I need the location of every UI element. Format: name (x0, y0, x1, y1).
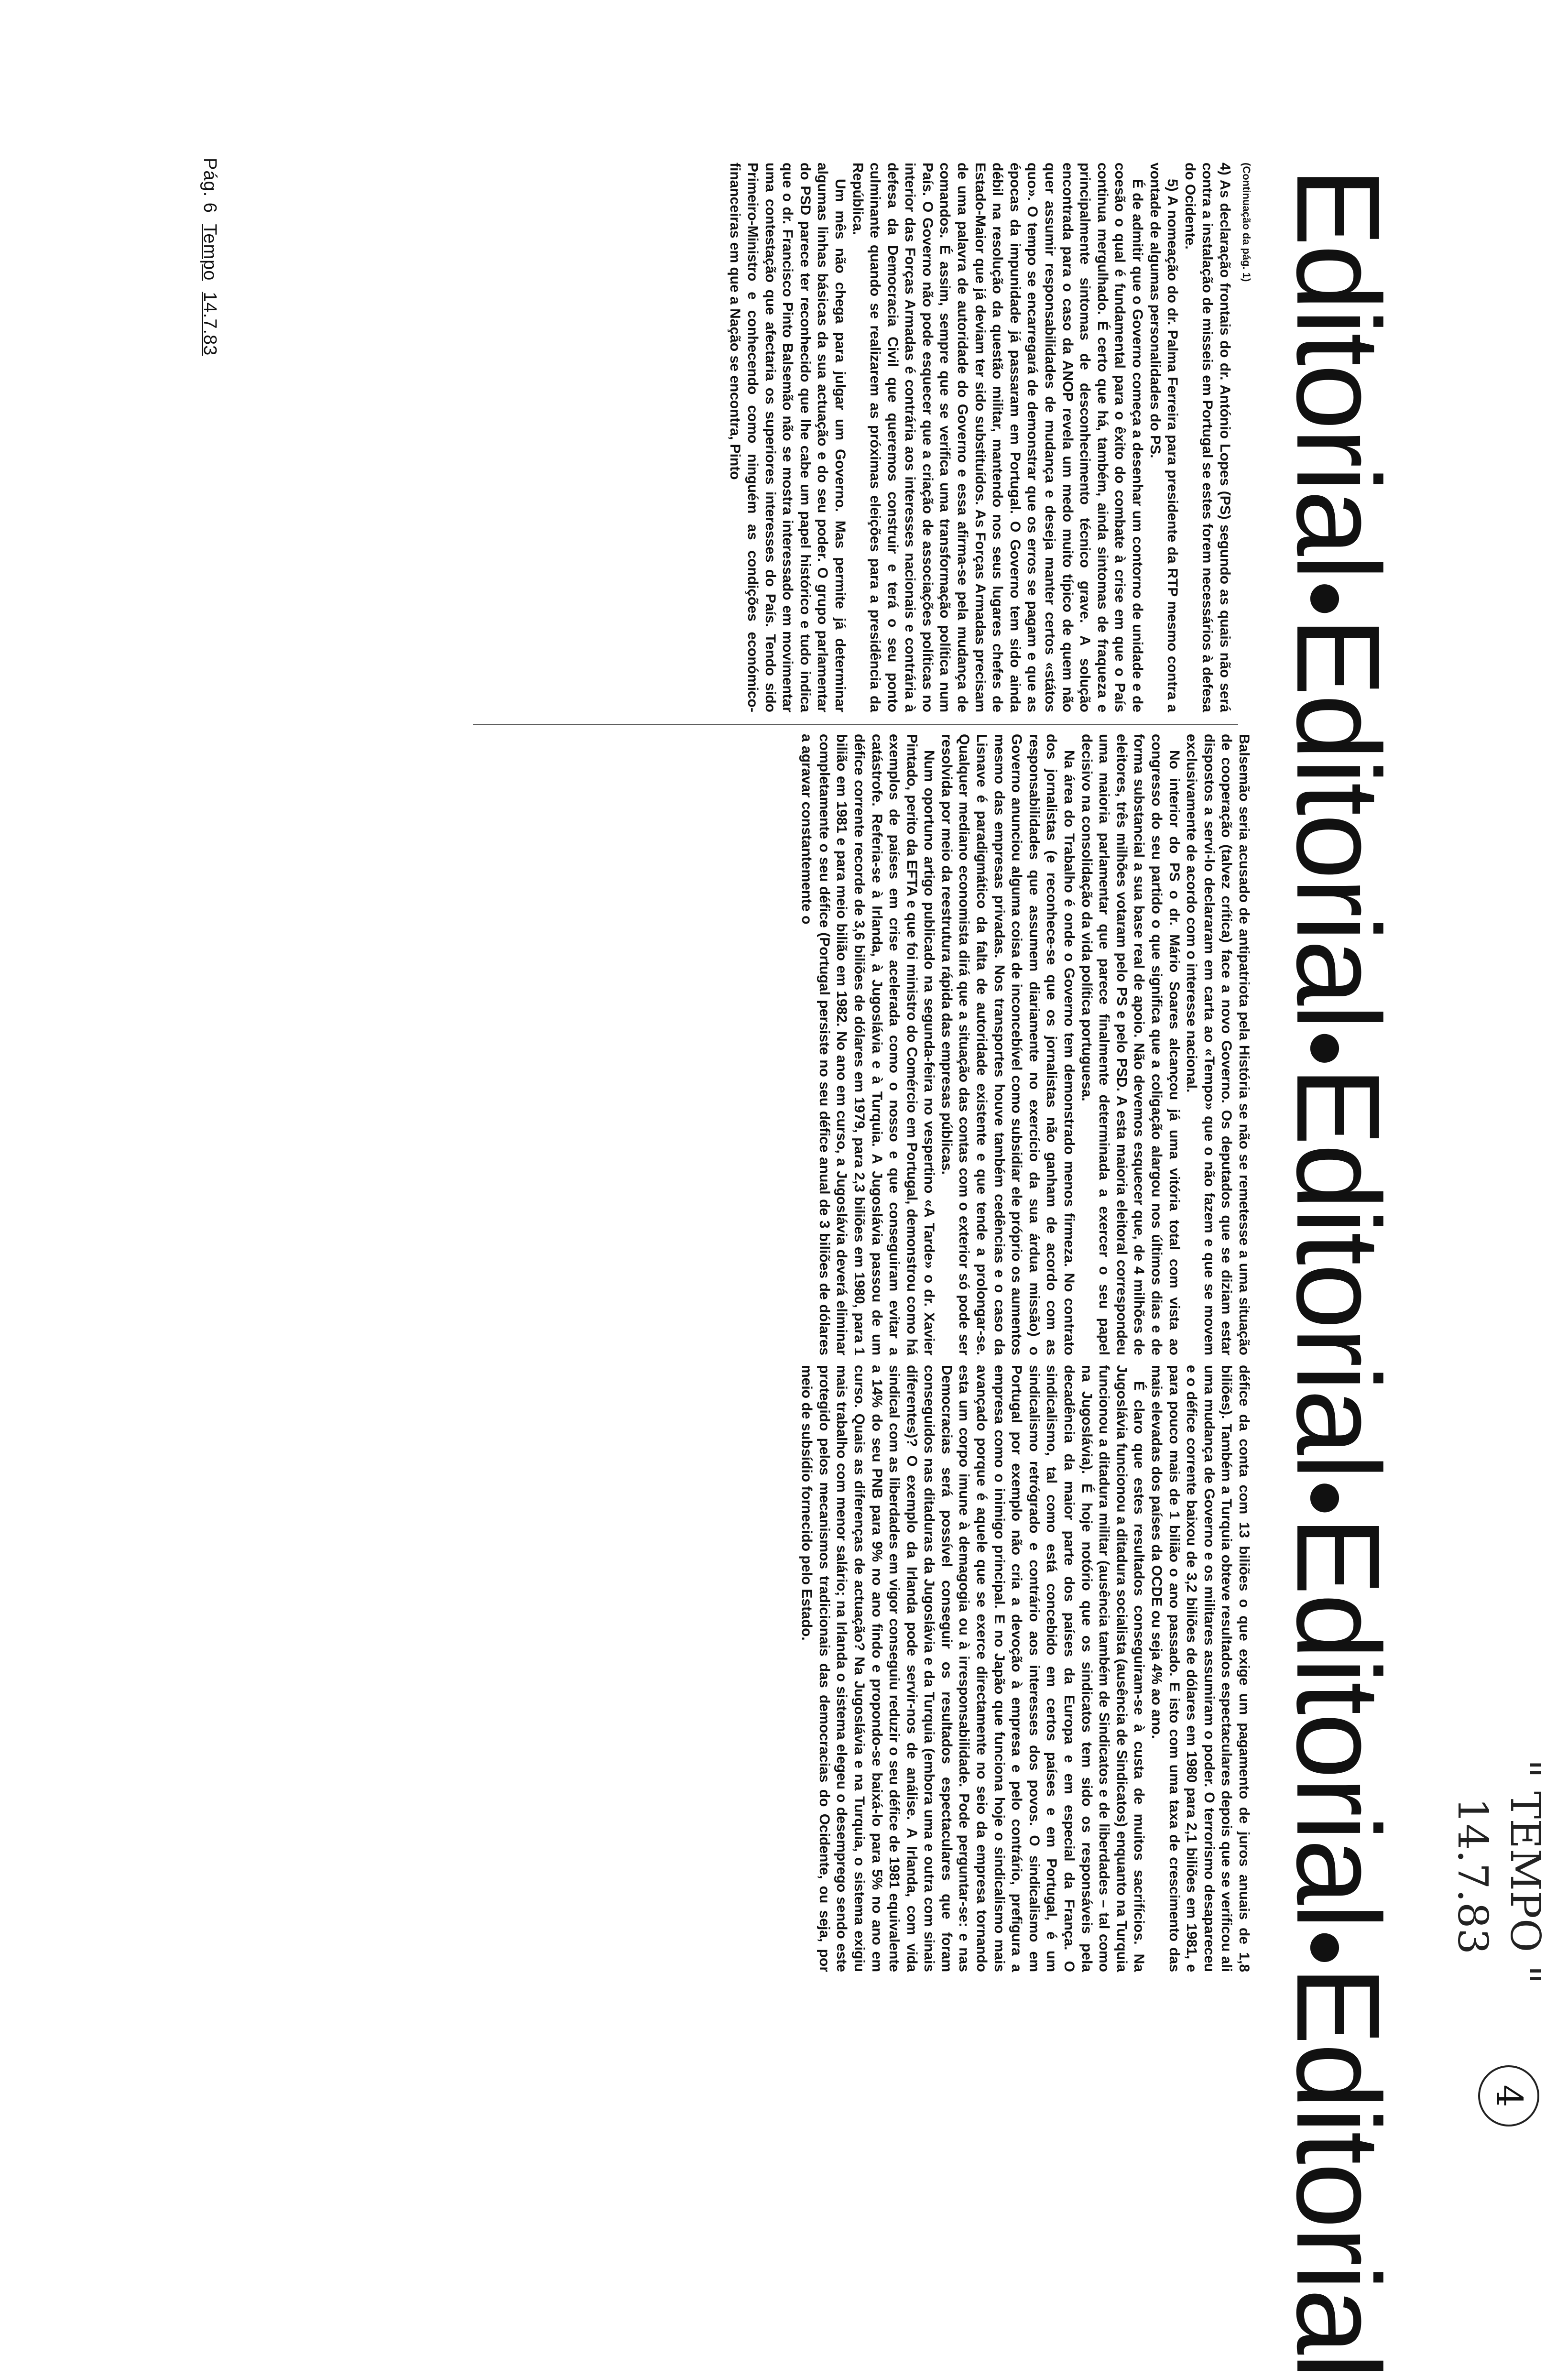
page-header (199, 158, 220, 356)
paragraph: É de admitir que o Governo começa a desenhar um contorno de unidade e de coesão o qual é fundamental para o êxito do combate à crise em que o País continua mergulhado. É certo que há, também, ainda sintomas de fraqueza e principalmente sintomas de desconhecimento técnico grave. A solução encontrada para o caso da ANOP revela um medo muito típico de quem não quer assumir responsabilidades de mudança e deseja manter certos «státos quo». O tempo se encarregará de demonstrar que os erros se pagam e que as épocas da impunidade já passaram em Portugal. O Governo tem sido ainda débil na resolução da questão militar, mantendo nos seus lugares chefes de Estado-Maior que já deviam ter sido substituídos. As Forças Armadas precisam de uma palavra de autoridade do Governo e essa afirma-se pela mudança de comandos. É assim, sempre que se verifica uma transformação política num País. O Governo não pode esquecer que a criação de associações políticas no interior das Forças Armadas é contrária aos interesses nacionais e contrária à defesa da Democracia Civil que queremos construir e terá o seu ponto culminante quando se realizarem as próximas eleições para a presidência da República. (849, 163, 1146, 712)
bullet-icon: ● (1291, 1478, 1367, 1516)
paragraph: défice da conta com 13 biliões o que exige um pagamento de juros anuais de 1,8 biliões). Também a Turquia obteve resultados espectaculares depois que se verificou ali uma mudança de Governo e os militares assumiram o poder. O terrorismo desapareceu e o défice corrente baixou de 3,2 biliões de dólares em 1980 para 2,1 biliões em 1981, e para pouco mais de 1 bilião o ano passado. E isto com uma taxa de crescimento das mais elevadas dos países da OCDE ou seja 4% ao ano. (1149, 1365, 1252, 1972)
bullet-icon: ● (1291, 578, 1367, 617)
handwritten-date: 14.7.83 (1448, 1798, 1496, 1955)
paragraph: É claro que estes resultados conseguiram-se à custa de muitos sacrifícios. Na Jugoslávia funcionou a ditadura socialista (ausência de Sindicatos) enquanto na Turquia funcionou a ditadura militar (ausência também de Sindicatos e de liberdades – tal como na Jugoslávia). É hoje notório que os sindicatos tem sido os responsáveis pela decadência da maior parte dos países da Europa e em especial da França. O sindicalismo, tal como está concebido em certos países e em Portugal, é um sindicalismo retrógrado e contrário aos interesses dos povos. O sindicalismo em Portugal por exemplo não cria a devoção à empresa e pelo contrário, prefigura a empresa como o inimigo principal. E no Japão que funciona hoje o sindicalismo mais avançado porque é aquele que se exerce directamente no seio da empresa tornando esta um corpo imune à demagogia ou à irresponsabilidade. Pode perguntar-se: e nas Democracias será possível conseguir os resultados espectaculares que foram conseguidos nas ditaduras da Jugoslávia e da Turquia (embora uma e outra com sinais diferentes)? O exemplo da Irlanda pode servir-nos de análise. A Irlanda, com vida sindical com as liberdades em vigor conseguiu reduzir o seu défice de 1981 equivalente a 14% do seu PNB para 9% no ano findo e propondo-se baixá-lo para 5% no ano em curso. Quais as diferenças de actuação? Na Jugoslávia e na Turquia, o sistema exigiu mais trabalho com menor salário; na Irlanda o sistema elegeu o desemprego sendo este protegido pelos mecanismos tradicionais das democracias do Ocidente, ou seja, por meio de subsídio fornecido pelo Estado. (799, 1365, 1147, 1972)
paragraph: Um mês não chega para julgar um Governo. Mas permite já determinar algumas linhas básicas da sua actuação e do seu poder. O grupo parlamentar do PSD parece ter reconhecido que lhe cabe um papel histórico e tudo indica que o dr. Francisco Pinto Balsemão não se mostra interessado em movimentar uma contestação que afectaria os superiores interesses do País. Tendo sido Primeiro-Ministro e conhecendo como ninguém as condições económico-financeiras em que a Nação se encontra, Pinto (727, 163, 848, 712)
editorial-banner (1267, 167, 1410, 2377)
bullet-icon: ● (1291, 1927, 1367, 1966)
handwritten-source: " TEMPO " (1501, 1759, 1549, 1984)
column-divider (473, 724, 1238, 725)
paragraph: No interior do PS o dr. Mário Soares alcançou já uma vitória total com vista ao congresso do seu partido o que significa que a coligação alargou nos últimos dias e de forma substancial a sua base real de apoio. Não devemos esquecer que, de 4 milhões de eleitores, três milhões votaram pelo PS e pelo PSD. A esta maioria eleitoral correspondeu uma maioria parlamentar que parece finalmente determinada a exercer o seu papel decisivo na consolidação da vida política portuguesa. (1078, 734, 1182, 1355)
bullet-icon: ● (1291, 1028, 1367, 1067)
banner-word: Editorial (1272, 1516, 1405, 1928)
paragraph: 5) A nomeação do dr. Palma Ferreira para presidente da RTP mesmo contra a vontade de algumas personalidades do PS. (1147, 163, 1181, 712)
paragraph: 4) As declaração frontais do dr. António Lopes (PS) segundo as quais não será contra a instalação de misseis em Portugal se estes forem necessários à defesa do Ocidente. (1182, 163, 1233, 712)
continuation-note: (Continuação da pág. 1) (1241, 163, 1252, 282)
page-number: Pág. 6 (200, 158, 220, 213)
article-column-2 (798, 734, 1252, 1355)
issue-date: 14.7.83 (200, 292, 220, 356)
banner-word: Editorial (1272, 1067, 1405, 1478)
banner-word: Editorial (1272, 1966, 1405, 2377)
banner-word: Editorial (1272, 617, 1405, 1028)
article-column-3 (798, 1365, 1252, 1972)
paragraph: Balsemão seria acusado de antipatriota pela História se não se remetesse a uma situação de cooperação (talvez crítica) face a novo Governo. Os deputados que se diziam estar dispostos a servi-lo declararam em carta ao «Tempo» que o não fazem e que se movem exclusivamente de acordo com o interesse nacional. (1184, 734, 1252, 1355)
banner-word: Editorial (1272, 167, 1405, 578)
paragraph: Num oportuno artigo publicado na segunda-feira no vespertino «A Tarde» o dr. Xavier Pintado, perito da EFTA e que foi ministro do Comércio em Portugal, demonstrou como há exemplos de países em crise acelerada como o nosso e que conseguiram evitar a catástrofe. Referia-se à Irlanda, à Jugoslávia e à Turquia. A Jugoslávia passou de um défice corrente recorde de 3,6 biliões de dólares em 1979, para 2,3 biliões em 1980, para 1 bilião em 1981 e para meio bilião em 1982. No ano em curso, a Jugoslávia deverá eliminar completamente o seu défice (Portugal persiste no seu défice anual de 3 biliões de dólares a agravar constantemente o (799, 734, 937, 1355)
circled-page-number: 4 (1478, 2065, 1539, 2126)
newspaper-name: Tempo (200, 224, 220, 281)
article-column-1 (726, 163, 1233, 712)
paragraph: Na área do Trabalho é onde o Governo tem demonstrado menos firmeza. No contrato dos jornalistas (e reconhece-se que os jornalistas não ganham de acordo com as responsabilidades que assumem diariamente no exercício da sua árdua missão) o Governo anunciou alguma coisa de inconcebível como subsidiar ele próprio os aumentos mesmo das empresas privadas. Nos transportes houve também cedências e o caso da Lisnave é paradigmático da falta de autoridade existente e que tende a prolongar-se. Qualquer mediano economista dirá que a situação das contas com o exterior só pode ser resolvida por meio da reestrutura rápida das empresas públicas. (938, 734, 1078, 1355)
